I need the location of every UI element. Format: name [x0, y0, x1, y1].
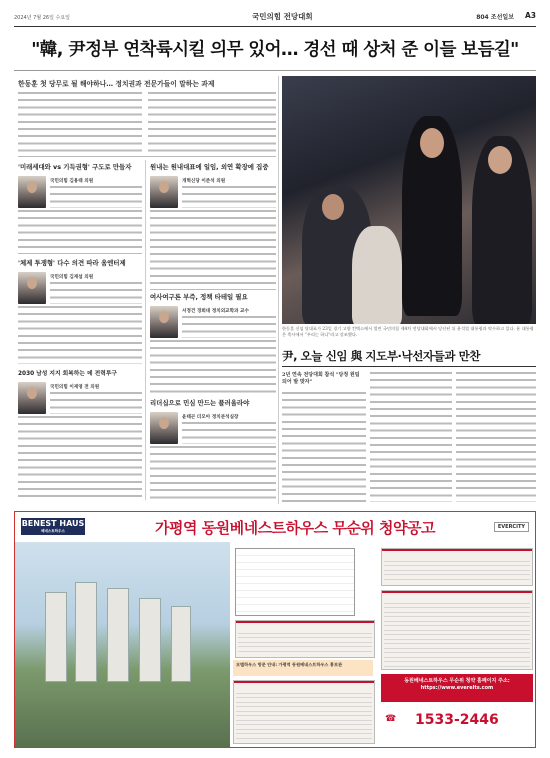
phone-icon: ☎ [385, 714, 397, 724]
person-photo-3 [18, 272, 46, 304]
person-name-2: 개혁신당 이준석 의원 [182, 179, 226, 184]
face-3 [322, 194, 344, 220]
column-text-5b [18, 416, 142, 500]
ad-brand-logo [21, 518, 85, 535]
ad-partner-logo: EVERCITY [494, 522, 529, 532]
column-heading-4: 여사여구론 부즉, 정책 타테일 필요 [150, 293, 248, 301]
advertisement[interactable] [14, 511, 536, 748]
intro-text-right [148, 92, 276, 152]
paper-name: 804 조선일보 [476, 14, 514, 21]
ad-homepage-banner[interactable]: 동원베네스트하우스 무순위 청약 홈페이지 주소: https://www.everelts.com [381, 674, 533, 702]
column-text-1a [50, 186, 142, 208]
column-text-2b [150, 210, 276, 290]
section-divider [18, 156, 276, 157]
column-heading-2: 원내는 원내대표에 일임, 외연 확장에 집중 [150, 163, 269, 171]
person-photo-5 [18, 382, 46, 414]
column-text-5a [50, 392, 142, 414]
ad-block-header [236, 621, 374, 623]
column-text-6a [182, 422, 276, 444]
ad-title: 가평역 동원베네스트하우스 무순위 청약공고 [155, 519, 435, 537]
header-rule [14, 26, 536, 27]
person-photo-6 [150, 412, 178, 444]
photo-story-text-2 [370, 372, 452, 502]
column-text-2a [182, 186, 276, 208]
column-heading-1: '미래세대와 vs 기득권형' 구도로 만들자 [18, 163, 132, 171]
person-photo-2 [150, 176, 178, 208]
person-name-6: 윤태곤 더모아 정치분석실장 [182, 415, 239, 420]
main-headline: "韓, 尹정부 연착륙시킬 의무 있어… 경선 때 상처 준 이들 보듬길" [31, 40, 519, 60]
page-number: A3 [524, 11, 536, 20]
photo-story-text-3 [456, 372, 536, 502]
tower-3 [107, 588, 129, 682]
figure-4 [352, 226, 402, 324]
ad-header [15, 512, 535, 540]
ad-supply-block [381, 548, 533, 586]
column-heading-3: '체제 투쟁형' 다수 의견 따라 움엔터제 [18, 259, 126, 267]
intro-text-left [18, 92, 142, 152]
page-header [14, 10, 536, 24]
ad-block-header [382, 549, 532, 551]
ad-phone-number[interactable]: 1533-2446 [415, 712, 499, 728]
face-1 [420, 128, 444, 158]
face-2 [488, 146, 512, 174]
ad-block-header [234, 681, 374, 683]
article-subhead: 한동훈 첫 당무로 될 해야하나… 정치권과 전문가들이 말하는 과제 [18, 80, 215, 88]
photo-story-text-1 [282, 392, 366, 502]
column-text-1b [18, 210, 142, 254]
column-text-6b [150, 446, 276, 500]
ad-eligibility-block [381, 590, 533, 670]
person-name-5: 국민의힘 이재영 전 의원 [50, 385, 100, 390]
column-divider [145, 160, 146, 500]
ad-info-table [235, 548, 355, 616]
headline-rule [14, 70, 536, 71]
photo-caption: 한동훈 신임 당대표가 23일 경기 고양 킨텍스에서 열린 국민의힘 제4차 전당대회에서 당선된 뒤 윤석열 대통령과 악수하고 있다. 윤 대통령은 축사에서 "우리는 하나"라고 강조했다. [282, 326, 534, 337]
tower-5 [171, 606, 191, 682]
column-text-3a [50, 282, 142, 304]
photo-story-subhead: 2년 연속 전당대회 참석 "당정 원팀 되어 발 맞자" [282, 372, 360, 385]
tower-2 [75, 582, 97, 682]
section-title: 국민의힘 전당대회 [252, 12, 313, 21]
column-heading-5: 2030 남성 지지 회복하는 데 전력투구 [18, 371, 118, 377]
person-name-1: 국민의힘 김용태 의원 [50, 179, 94, 184]
ad-visit-info: 모델하우스 방문 안내: 가평역 동원베네스트하우스 홍보관 [233, 660, 373, 676]
column-text-4a [182, 316, 276, 338]
ad-schedule-block [235, 620, 375, 658]
person-name-4: 서정건 경희대 정치외교학과 교수 [182, 309, 249, 314]
column-text-3b [18, 306, 142, 364]
main-column-divider [278, 76, 279, 504]
person-name-3: 국민의힘 김재섭 의원 [50, 275, 94, 280]
news-photo [282, 76, 536, 324]
person-photo-1 [18, 176, 46, 208]
photo-story-rule [282, 366, 536, 367]
photo-story-headline: 尹, 오늘 신임 與 지도부·낙선자들과 만찬 [282, 349, 481, 363]
person-photo-4 [150, 306, 178, 338]
column-text-4b [150, 340, 276, 396]
ad-brand-sub: 베네스트하우스 [41, 529, 65, 533]
tower-4 [139, 598, 161, 682]
tower-1 [45, 592, 67, 682]
ad-terms-block [233, 680, 375, 744]
ad-brand-name: BENEST HAUS [21, 519, 85, 528]
ad-block-header [382, 591, 532, 593]
issue-date: 2024년 7월 26일 수요일 [14, 15, 71, 21]
ad-rendering-image [15, 542, 230, 748]
column-heading-6: 리더십으로 민심 만드는 플러올라야 [150, 399, 250, 407]
